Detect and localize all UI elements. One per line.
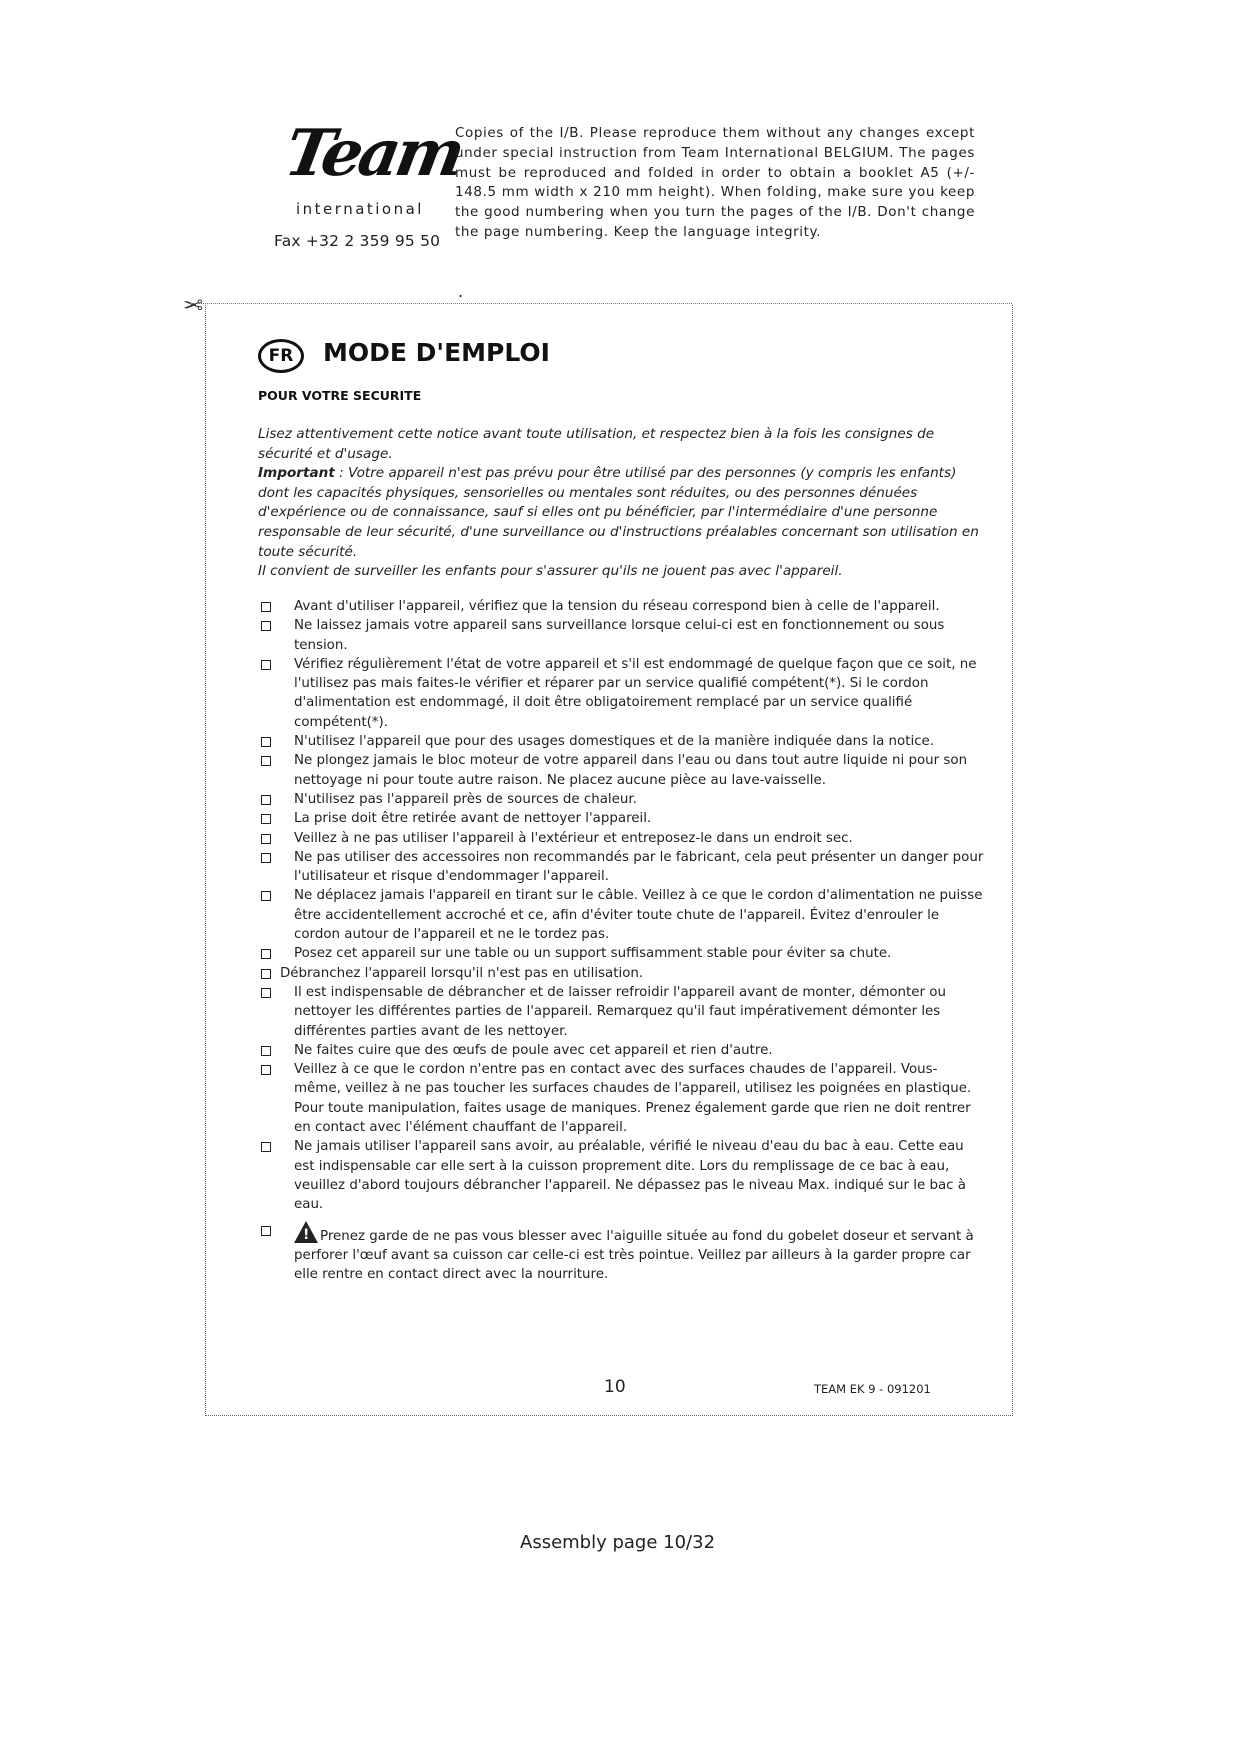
- warning-icon: [294, 1221, 318, 1243]
- list-item: Posez cet appareil sur une table ou un support suffisamment stable pour éviter sa chute.: [258, 944, 984, 963]
- list-item: Ne laissez jamais votre appareil sans surveillance lorsque celui-ci est en fonctionnement ou sous tension.: [258, 616, 984, 655]
- stray-dot: .: [458, 282, 464, 301]
- children-warning: Il convient de surveiller les enfants pour s'assurer qu'ils ne jouent pas avec l'appareil.: [258, 563, 843, 580]
- checkbox-icon: [261, 834, 271, 844]
- model-code: TEAM EK 9 - 091201: [814, 1382, 931, 1396]
- checkbox-icon: [261, 988, 271, 998]
- list-item: Vérifiez régulièrement l'état de votre appareil et s'il est endommagé de quelque façon que ce soit, ne l'utilisez pas mais faites-le vérifier et réparer par un service qualifié compétent(*). Si le cordon d'alimentation est endommagé, il doit être obligatoirement remplacé par un service qualifié compétent(*).: [258, 655, 984, 732]
- logo-brand: Team: [279, 116, 467, 191]
- fax-number: Fax +32 2 359 95 50: [274, 232, 441, 250]
- checkbox-icon: [261, 1065, 271, 1075]
- important-paragraph: [258, 464, 980, 562]
- list-item: N'utilisez l'appareil que pour des usages domestiques et de la manière indiquée dans la notice.: [258, 732, 984, 751]
- list-item: Avant d'utiliser l'appareil, vérifiez que la tension du réseau correspond bien à celle de l'appareil.: [258, 597, 984, 616]
- list-item: Ne pas utiliser des accessoires non recommandés par le fabricant, cela peut présenter un danger pour l'utilisateur et risque d'endommager l'appareil.: [258, 848, 984, 887]
- checkbox-icon: [261, 621, 271, 631]
- list-item: Débranchez l'appareil lorsqu'il n'est pas en utilisation.: [258, 964, 984, 983]
- important-label: Important: [258, 465, 335, 482]
- checkbox-icon: [261, 795, 271, 805]
- list-item: N'utilisez pas l'appareil près de sources de chaleur.: [258, 790, 984, 809]
- checkbox-icon: [261, 853, 271, 863]
- page-number: 10: [604, 1377, 626, 1397]
- checkbox-icon: [261, 660, 271, 670]
- team-logo: [268, 98, 467, 228]
- checkbox-icon: [261, 969, 271, 979]
- language-badge: FR: [258, 339, 304, 373]
- checkbox-icon: [261, 602, 271, 612]
- intro-text: [258, 425, 980, 582]
- assembly-page: Assembly page 10/32: [520, 1532, 716, 1553]
- list-item: Ne jamais utiliser l'appareil sans avoir, au préalable, vérifié le niveau d'eau du bac à eau. Cette eau est indispensable car elle sert à la cuisson proprement dite. Lors du remplissage de ce bac à eau, veuillez d'abord toujours débrancher l'appareil. Ne dépassez pas le niveau Max. indiqué sur le bac à eau.: [258, 1137, 984, 1214]
- safety-list: [258, 597, 984, 1284]
- important-text: : Votre appareil n'est pas prévu pour être utilisé par des personnes (y compris les enfants) dont les capacités physiques, sensorielles ou mentales sont réduites, ou des personnes dénuées d'expérience ou de connaissance, sauf si elles ont pu bénéficier, par l'intermédiaire d'une personne responsable de leur sécurité, d'une surveillance ou d'instructions préalables concernant son utilisation en toute sécurité.: [258, 465, 979, 560]
- section-title: POUR VOTRE SECURITE: [258, 388, 422, 403]
- page-title: MODE D'EMPLOI: [323, 338, 550, 367]
- checkbox-icon: [261, 737, 271, 747]
- scissors-icon: ✂: [183, 290, 204, 318]
- reproduction-instructions: Copies of the I/B. Please reproduce them without any changes except under special instruction from Team International BELGIUM. The pages must be reproduced and folded in order to obtain a booklet A5 (+/- 148.5 mm width x 210 mm height). When folding, make sure you keep the good numbering when you turn the pages of the I/B. Don't change the page numbering. Keep the language integrity.: [455, 125, 975, 240]
- checkbox-icon: [261, 891, 271, 901]
- list-item: Ne faites cuire que des œufs de poule avec cet appareil et rien d'autre.: [258, 1041, 984, 1060]
- list-item: Il est indispensable de débrancher et de laisser refroidir l'appareil avant de monter, démonter ou nettoyer les différentes parties de l'appareil. Remarquez qu'il faut impérativement démonter les différentes parties avant de les nettoyer.: [258, 983, 984, 1041]
- logo-tagline: international: [296, 200, 424, 218]
- checkbox-icon: [261, 814, 271, 824]
- list-item: La prise doit être retirée avant de nettoyer l'appareil.: [258, 809, 984, 828]
- checkbox-icon: [261, 1226, 271, 1236]
- intro-paragraph: Lisez attentivement cette notice avant toute utilisation, et respectez bien à la fois les consignes de sécurité et d'usage.: [258, 426, 935, 462]
- checkbox-icon: [261, 1046, 271, 1056]
- cut-line: [190, 303, 1012, 304]
- checkbox-icon: [261, 1142, 271, 1152]
- list-item: !Prenez garde de ne pas vous blesser avec l'aiguille située au fond du gobelet doseur et servant à perforer l'œuf avant sa cuisson car celle-ci est très pointue. Veillez par ailleurs à la garder propre car elle rentre en contact direct avec la nourriture.: [258, 1221, 984, 1285]
- list-item: Veillez à ne pas utiliser l'appareil à l'extérieur et entreposez-le dans un endroit sec.: [258, 829, 984, 848]
- checkbox-icon: [261, 756, 271, 766]
- checkbox-icon: [261, 949, 271, 959]
- list-item: Veillez à ce que le cordon n'entre pas en contact avec des surfaces chaudes de l'appareil. Vous-même, veillez à ne pas toucher les surfaces chaudes de l'appareil, utilisez les poignées en plastique. Pour toute manipulation, faites usage de maniques. Prenez également garde que rien ne doit rentrer en contact avec l'élément chauffant de l'appareil.: [258, 1060, 984, 1137]
- list-item: Ne plongez jamais le bloc moteur de votre appareil dans l'eau ou dans tout autre liquide ni pour son nettoyage ni pour toute autre raison. Ne placez aucune pièce au lave-vaisselle.: [258, 751, 984, 790]
- list-item: Ne déplacez jamais l'appareil en tirant sur le câble. Veillez à ce que le cordon d'alimentation ne puisse être accidentellement accroché et ce, afin d'éviter toute chute de l'appareil. Évitez d'enrouler le cordon autour de l'appareil et ne le tordez pas.: [258, 886, 984, 944]
